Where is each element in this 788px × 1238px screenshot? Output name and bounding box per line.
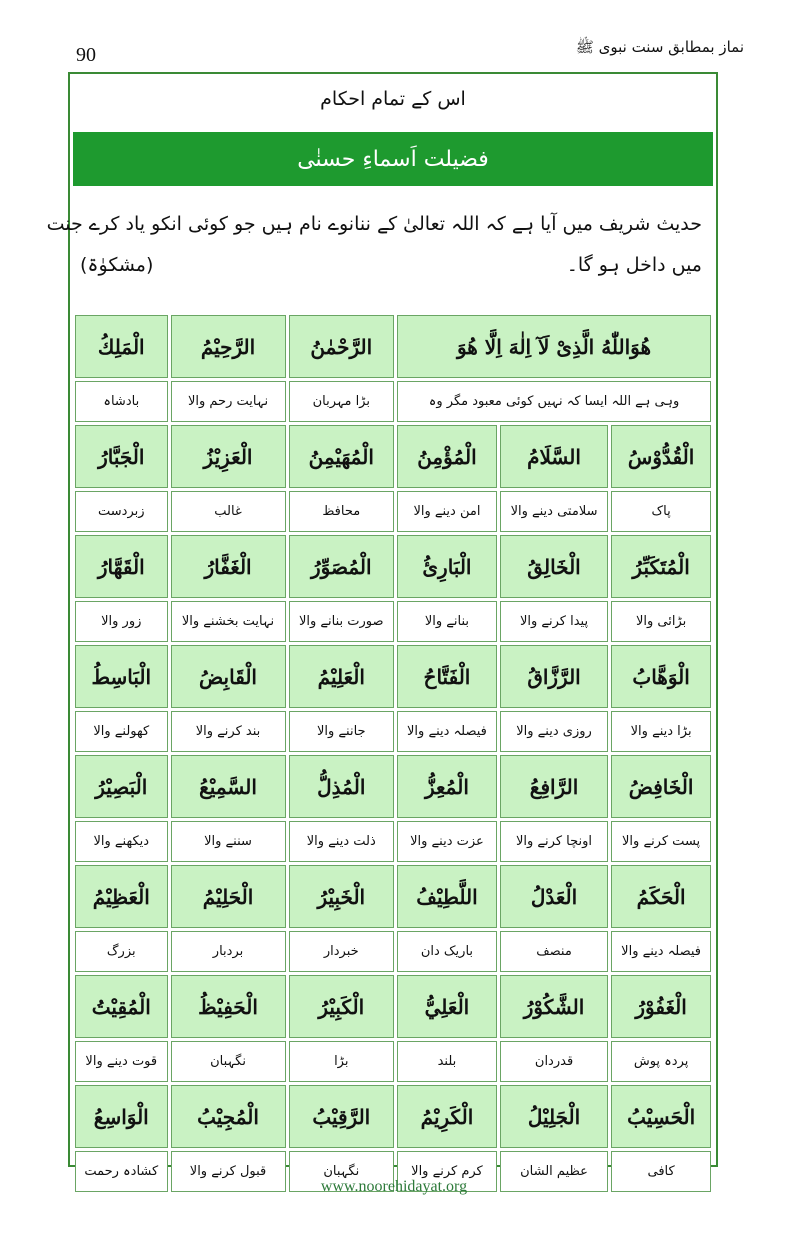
meaning-cell: فیصلہ دینے والا (397, 711, 497, 752)
arabic-names-row (75, 755, 711, 818)
citation: (مشکوٰۃ) (80, 254, 154, 276)
name-cell: الْعَلِيُّ (397, 975, 497, 1038)
urdu-meanings-row (75, 931, 711, 972)
name-cell: الْخَافِضُ (611, 755, 711, 818)
page-frame (46, 72, 718, 1179)
name-cell: الْمُجِيْبُ (171, 1085, 286, 1148)
name-cell: الْمَلِكُ (75, 315, 168, 378)
meaning-cell: کرم کرنے والا (397, 1151, 497, 1192)
meaning-cell: قبول کرنے والا (171, 1151, 286, 1192)
arabic-names-row (75, 865, 711, 928)
arabic-names-row (75, 535, 711, 598)
name-cell: الْقَهَّارُ (75, 535, 168, 598)
meaning-cell: دیکھنے والا (75, 821, 168, 862)
name-cell: هُوَاللّٰهُ الَّذِیْ لَآ اِلٰهَ اِلَّا هُوَ (397, 315, 711, 378)
meaning-cell: بزرگ (75, 931, 168, 972)
footer-url: www.noorehidayat.org (320, 1178, 468, 1195)
meaning-cell: کشادہ رحمت (75, 1151, 168, 1192)
name-cell: الرَّقِيْبُ (289, 1085, 395, 1148)
name-cell: الْفَتَّاحُ (397, 645, 497, 708)
meaning-cell: صورت بنانے والا (289, 601, 395, 642)
names-table (72, 312, 714, 1195)
arabic-names-row (75, 645, 711, 708)
urdu-meanings-row (75, 601, 711, 642)
name-cell: الشَّكُوْرُ (500, 975, 608, 1038)
meaning-cell: پست کرنے والا (611, 821, 711, 862)
name-cell: الْحَسِيْبُ (611, 1085, 711, 1148)
meaning-cell: بادشاہ (75, 381, 168, 422)
name-cell: الْمُؤْمِنُ (397, 425, 497, 488)
meaning-cell: بڑائی والا (611, 601, 711, 642)
name-cell: الْبَاسِطُ (75, 645, 168, 708)
meaning-cell: پردہ پوش (611, 1041, 711, 1082)
name-cell: الْحَكَمُ (611, 865, 711, 928)
page-number: 90 (76, 44, 96, 66)
name-cell: الْعَدْلُ (500, 865, 608, 928)
meaning-cell: سلامتی دینے والا (500, 491, 608, 532)
meaning-cell: پیدا کرنے والا (500, 601, 608, 642)
meaning-cell: پاک (611, 491, 711, 532)
meaning-cell: روزی دینے والا (500, 711, 608, 752)
meaning-cell: کھولنے والا (75, 711, 168, 752)
meaning-cell: زبردست (75, 491, 168, 532)
name-cell: الْكَبِيْرُ (289, 975, 395, 1038)
running-header: نماز بمطابق سنت نبوی ﷺ (575, 38, 744, 56)
name-cell: الْعَظِيْمُ (75, 865, 168, 928)
meaning-cell: نگہبان (171, 1041, 286, 1082)
name-cell: السَّلَامُ (500, 425, 608, 488)
name-cell: الْمُعِزُّ (397, 755, 497, 818)
meaning-cell: اونچا کرنے والا (500, 821, 608, 862)
paragraph-line-text: میں داخل ہو گا۔ (566, 254, 702, 276)
name-cell: الْمُذِلُّ (289, 755, 395, 818)
meaning-cell: محافظ (289, 491, 395, 532)
name-cell: اللَّطِيْفُ (397, 865, 497, 928)
name-cell: الْعَلِيْمُ (289, 645, 395, 708)
meaning-cell: قوت دینے والا (75, 1041, 168, 1082)
meaning-cell: کافی (611, 1151, 711, 1192)
arabic-names-row (75, 975, 711, 1038)
name-cell: الْخَبِيْرُ (289, 865, 395, 928)
meaning-cell: عظیم الشان (500, 1151, 608, 1192)
meaning-cell: خبردار (289, 931, 395, 972)
urdu-meanings-row (75, 491, 711, 532)
meaning-cell: بڑا دینے والا (611, 711, 711, 752)
meaning-cell: بنانے والا (397, 601, 497, 642)
arabic-names-row (75, 1085, 711, 1148)
name-cell: الْمُتَكَبِّرُ (611, 535, 711, 598)
meaning-cell: امن دینے والا (397, 491, 497, 532)
name-cell: الْغَفُوْرُ (611, 975, 711, 1038)
intro-paragraph (46, 204, 702, 286)
meaning-cell: جاننے والا (289, 711, 395, 752)
paragraph-line: حدیث شریف میں آیا ہے کہ اللہ تعالیٰ کے ننانوے نام ہیں جو کوئی انکو یاد کرے جنت (46, 213, 702, 235)
meaning-cell: بڑا مہربان (289, 381, 395, 422)
name-cell: الْعَزِيْزُ (171, 425, 286, 488)
name-cell: الْقَابِضُ (171, 645, 286, 708)
name-cell: الْكَرِيْمُ (397, 1085, 497, 1148)
meaning-cell: بند کرنے والا (171, 711, 286, 752)
name-cell: الْقُدُّوْسُ (611, 425, 711, 488)
name-cell: الرَّحْمٰنُ (289, 315, 395, 378)
meaning-cell: ذلت دینے والا (289, 821, 395, 862)
banner-heading (73, 132, 713, 186)
name-cell: الْغَفَّارُ (171, 535, 286, 598)
name-cell: الْوَاسِعُ (75, 1085, 168, 1148)
arabic-names-row (75, 425, 711, 488)
name-cell: الْجَبَّارُ (75, 425, 168, 488)
paragraph-line (80, 245, 702, 286)
name-cell: الرَّافِعُ (500, 755, 608, 818)
section-title: اس کے تمام احکام (320, 88, 466, 110)
banner-title: فضیلت اَسماءِ حسنٰی (297, 146, 489, 172)
urdu-meanings-row (75, 381, 711, 422)
urdu-meanings-row (75, 1041, 711, 1082)
meaning-cell: نہایت رحم والا (171, 381, 286, 422)
meaning-cell: قدردان (500, 1041, 608, 1082)
urdu-meanings-row (75, 711, 711, 752)
meaning-cell: فیصلہ دینے والا (611, 931, 711, 972)
meaning-cell: باریک دان (397, 931, 497, 972)
name-cell: الْجَلِيْلُ (500, 1085, 608, 1148)
meaning-cell: عزت دینے والا (397, 821, 497, 862)
urdu-meanings-row (75, 821, 711, 862)
name-cell: الرَّحِیْمُ (171, 315, 286, 378)
meaning-cell: بلند (397, 1041, 497, 1082)
meaning-cell: سننے والا (171, 821, 286, 862)
meaning-cell: وہی ہے اللہ ایسا کہ نہیں کوئی معبود مگر وہ (397, 381, 711, 422)
name-cell: الْمُقِيْتُ (75, 975, 168, 1038)
name-cell: الْحَفِيْظُ (171, 975, 286, 1038)
meaning-cell: بردبار (171, 931, 286, 972)
meaning-cell: منصف (500, 931, 608, 972)
name-cell: الْبَصِيْرُ (75, 755, 168, 818)
name-cell: الْمُهَيْمِنُ (289, 425, 395, 488)
name-cell: الرَّزَّاقُ (500, 645, 608, 708)
arabic-names-row (75, 315, 711, 378)
meaning-cell: نہایت بخشنے والا (171, 601, 286, 642)
name-cell: الْحَلِيْمُ (171, 865, 286, 928)
meaning-cell: بڑا (289, 1041, 395, 1082)
meaning-cell: نگہبان (289, 1151, 395, 1192)
meaning-cell: غالب (171, 491, 286, 532)
name-cell: السَّمِيْعُ (171, 755, 286, 818)
name-cell: الْوَهَّابُ (611, 645, 711, 708)
name-cell: الْخَالِقُ (500, 535, 608, 598)
name-cell: الْمُصَوِّرُ (289, 535, 395, 598)
name-cell: الْبَارِئُ (397, 535, 497, 598)
meaning-cell: زور والا (75, 601, 168, 642)
